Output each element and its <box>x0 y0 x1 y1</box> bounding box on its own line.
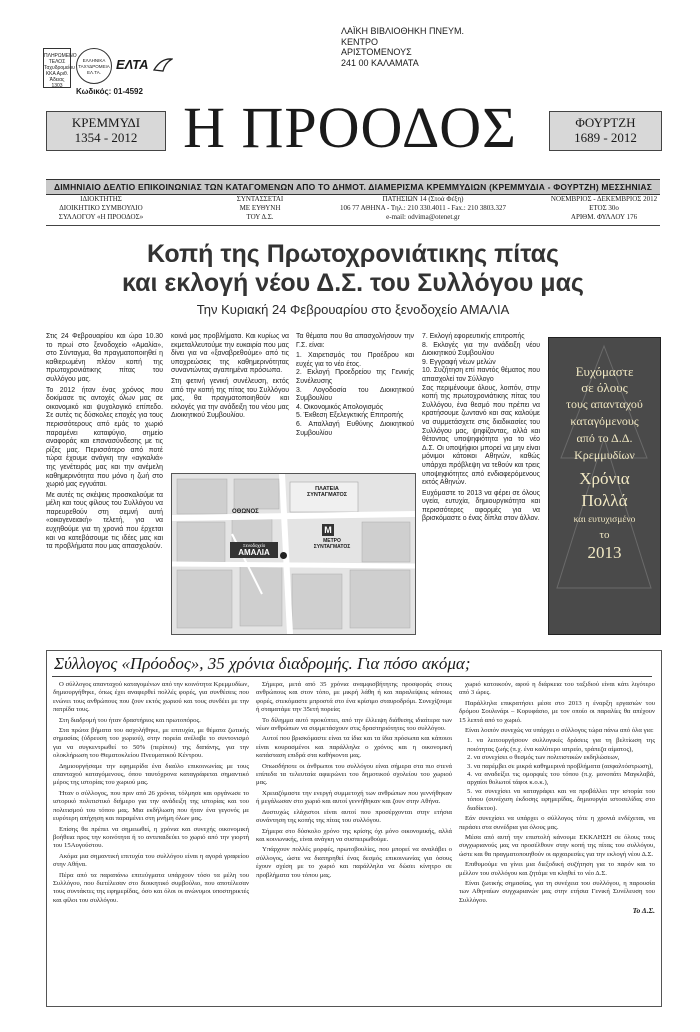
issue-info: ΝΟΕΜΒΡΙΟΣ - ΔΕΚΕΜΒΡΙΟΣ 2012 ΕΤΟΣ 30ο ΑΡΙΘΜ. ΦΥΛΛΟΥ 176 <box>550 195 658 221</box>
article1-col4: 7. Εκλογή εφορευτικής επιτροπής 8. Εκλογές για την ανάδειξη νέου Διοικητικού Συμβουλίου 9. Εγγραφή νέων μελών 10. Συζήτηση επί παντός θέματος που απασχολεί τον Σύλλογο Σας περιμένουμε όλους, λοιπόν, στην κοπή της πρωτοχρονιάτικης πίτας του Συλλόγου, ένα θεσμό που πρέπει να κρατήσουμε ζωντανό και σας καλούμε να συμμετάσχετε στις διαδικασίες του Συλλόγου μας, ψηφίζοντας, αλλά και θέτοντας υποψηφιότητα για το νέο Δ.Σ. Οι υποψήφιοι μπορεί να μην είναι μόνιμοι κάτοικοι Αθηνών, καθώς υπάρχει πρόβλεψη να τεθούν και τρεις υποψηφιότητες από ενδιαφερόμενους εκτός Αθηνών. Ευχόμαστε το 2013 να φέρει σε όλους υγεία, ευτυχία, δημιουργικότητα και περισσότερες αφορμές για να βρισκόμαστε ο ένας δίπλα στον άλλον. <box>422 333 540 523</box>
map-label-square: ΠΛΑΤΕΙΑ ΣΥΝΤΑΓΜΑΤΟΣ <box>306 486 348 498</box>
greeting-box: Ευχόμαστε σε όλους τους απανταχού καταγόμενους από το Δ.Δ. Κρεμμυδίων Χρόνια Πολλά και ευτυχισμένο το 2013 <box>548 337 661 635</box>
hellenic-post-seal-icon: ΕΛΛΗΝΙΚΑ ΤΑΧΥΔΡΟΜΕΙΑ ΕΛ.ΤΑ. <box>76 48 112 84</box>
postal-code: Κωδικός: 01-4592 <box>76 87 143 96</box>
hotel-marker: Ξενοδοχείο ΑΜΑΛΙΑ <box>230 542 278 558</box>
bird-icon <box>153 56 173 74</box>
elta-logo: ΕΛΤΑ <box>116 56 173 74</box>
article2-col3: χωριό κατοικούν, αφού η διάρκεια του ταξιδιού είναι κάτι λιγότερο από 3 ώρες. Παράλληλα επικρατήσει μέσα στο 2013 η έναρξη εργασιών του δρόμου Σουλινάρι – Κορυφάσιο, με τον οποίο οι παραλίες θα απέχουν 15 λεπτά από το χωριό. Είναι λοιπόν συνεχώς να υπάρχει ο σύλλογος τώρα πάνω από όλα για: 1. να λειτουργήσουν συλλογικές δράσεις για τη βελτίωση της ποιότητας ζωής (π.χ. ένα καλύτερο ιατρείο, τράπεζα αίματος), 2. να συνεχίσει ο θεσμός των πολιτιστικών εκδηλώσεων, 3. να παρέμβει σε μικρά καθημερινά προβλήματα (ασφαλτόστρωση), 4. να αναδείξει τις ομορφιές του τόπου (π.χ. μονοπάτι Μαγκλαβά, αρχαίοι θολωτοί τάφοι κ.ο.κ.), 5. να συνεχίσει να καταγράφει και να προβάλλει την ιστορία του τόπου (συνέχιση έκδοσης εφημερίδας, δημιουργία ιστοσελίδας στο διαδίκτυο). Εάν συνεχίσει να υπάρχει ο σύλλογος τότε η χρονιά ενδέχεται, να περάσει στα συνέδρια για όλους μας. Μέσα από αυτή την επιστολή κάνουμε ΕΚΚΛΗΣΗ σε όλους τους συγχωριανούς μας να προσέλθουν στην κοπή της πίτας του συλλόγου, ώστε και θα πραγματοποιηθούν οι αρχαιρεσίες για την εκλογή νέου Δ.Σ. Επιθυμούμε να γίνει μια διεξοδική συζήτηση για το παρόν και το μέλλον του συλλόγου και ζητάμε να κληθεί το νέο Δ.Σ. Είναι ζωτικής σημασίας, για τη συνέχεια του συλλόγου, η παρουσία των Αθηναίων συγχωριανών μας στην ετήσια Γενική Συνέλευση του Συλλόγου. Το Δ.Σ. <box>459 681 655 916</box>
editor-info: ΣΥΝΤΑΣΣΕΤΑΙ ΜΕ ΕΥΘΥΝΗ ΤΟΥ Δ.Σ. <box>236 195 284 221</box>
office-address: ΠΑΤΗΣΙΩΝ 14 (Στοά Φέξη) 106 77 ΑΘΗΝΑ - Τηλ.: 210 330.4011 - Fax.: 210 3803.327 e-mail: odvima@otenet.gr <box>340 195 506 221</box>
map-drawing <box>172 474 415 634</box>
metro-icon: M <box>322 524 334 536</box>
hotel-location-pin-icon <box>280 552 287 559</box>
article1-col3: Τα θέματα που θα απασχολήσουν την Γ.Σ. είναι: 1. Χαιρετισμός του Προέδρου και ευχές για το νέο έτος. 2. Εκλογή Προεδρείου της Γενικής Συνέλευσης 3. Λογοδοσία του Διοικητικού Συμβουλίου 4. Οικονομικός Απολογισμός 5. Έκθεση Εξελεγκτικής Επιτροπής 6. Απαλλαγή Ευθύνης Διοικητικού Συμβουλίου <box>296 333 414 437</box>
postage-paid-stamp: ΠΛΗΡΩΜΕΝΟ ΤΕΛΟΣ Ταχυδρομείου ΚΚΑ Αριθ. Άδειας 1303 <box>43 48 71 88</box>
article1-headline: Κοπή της Πρωτοχρονιάτικης πίτας και εκλογή νέου Δ.Σ. του Συλλόγου μας <box>122 240 584 297</box>
article1-subtitle: Την Κυριακή 24 Φεβρουαρίου στο ξενοδοχείο ΑΜΑΛΙΑ <box>196 302 510 317</box>
article1-col1: Στις 24 Φεβρουαρίου και ώρα 10.30 το πρωί στο ξενοδοχείο «Αμαλία», στο Σύνταγμα, θα πραγματοποιηθεί η καθιερωμένη πλέον κοπή της πρωτοχρονιάτικης πίτας του συλλόγου μας. Το 2012 ήταν ένας χρόνος που δοκίμασε τις αντοχές όλων μας σε οικονομικό και ψυχολογικό επίπεδο. Σε αυτές τις δύσκολες εποχές για τους περισσότερους από εμάς το χωριό παραμένει καταφύγιο, σημείο αναφοράς και επανασύνδεσης με τις ρίζες μας. Περισσότερο από ποτέ τώρα έχουμε ανάγκη την «αγκαλιά» της γενέτειράς μας και την ανέμελη καθημερινότητα που μόνο η ζωή στο χωριό μας εγγυάται. Με αυτές τις σκέψεις προσκαλούμε τα μέλη και τους φίλους του Συλλόγου να παρευρεθούν στη σεμνή αυτή «οικογενειακή» τελετή, για να ευχηθούμε για τη χρονιά που έρχεται και να κατεβάσουμε τις ιδέες μας και τα προβλήματα που μας απασχολούν. <box>46 333 163 551</box>
map-label-metro: ΜΕΤΡΟ ΣΥΝΤΑΓΜΑΤΟΣ <box>313 538 351 550</box>
article2-col2: Σήμερα, μετά από 35 χρόνια αναμφισβήτητης προσφοράς στους ανθρώπους και στον τόπο, με μικρή λάθη ή και παραλείψεις κάποιες φορές, στεκόμαστε μπροστά στο ένα κρίσιμο σταυροδρόμι. Συνεχίζουμε ή σταματάμε την 35ετή πορεία; Το δίλημμα αυτό προκύπτει, από την έλλειψη διάθεσης ιδιαίτερα των νέων ανθρώπων να συμμετάσχουν στις δραστηριότητες του συλλόγου. Αυτοί που βρισκόμαστε είναι τα ίδια και τα ίδια πρόσωπα και κάποιοι είναι κουρασμένοι και παράλληλα ο χρόνος και η οικονομική κατάσταση επιδρά στα καθήκοντα μας. Οπωσδήποτε οι άνθρωποι του συλλόγου είναι σήμερα στα πιο στενά επίπεδα τα τελευταία αφιερώνει του δημοτικού σχολείου του χωριού μας. Χρειαζόμαστε την ενεργή συμμετοχή των ανθρώπων που γεννήθηκαν ή μεγάλωσαν στο χωριό και αυτοί γεννήθηκαν και ζουν στην Αθήνα. Δυστυχώς ελάχιστοι είναι αυτοί που προσέρχονται στην ετήσια συνάντηση της κοπής της πίτας του συλλόγου. Σήμερα στο δύσκολο χρόνο της κρίσης όχι μόνο οικονομικής, αλλά και κοινωνικής, είναι ανάγκη να συσπειρωθούμε. Υπάρχουν πολλές μορφές, πρωτοβουλίες, που μπορεί να αναλάβει ο σύλλογος, ώστε να διατηρηθεί ένας δεσμός επικοινωνίας για όσους έχουν σχέση με το χωριό και παράλληλα να δώσει κίνητρο σε προβλήματα του τόπου μας. <box>256 681 452 879</box>
kremmydi-box: ΚΡΕΜΜΥΔΙ 1354 - 2012 <box>46 111 166 151</box>
location-map <box>171 473 416 635</box>
signature: Το Δ.Σ. <box>632 906 655 916</box>
article2-col1: Ο σύλλογος απανταχού καταγομένων από την κοινότητα Κρεμμυδίων, δημιουργήθηκε, όπως έχει αναφερθεί πολλές φορές, για συνθέσεις που ενώνει τους ανθρώπους που ζουν εκτός χωριού και τους συνδέει με την πατρίδα τους. Στη διαδρομή του ήταν δραστήριος και πρωτοπόρος. Στα πρώτα βήματα του ασχολήθηκε, με επιτυχία, με θέματα ζωτικής σημασίας (ύδρευση του χωριού), στην πορεία ανέλαβε το συντονισμό για να συγκεντρωθεί το 50% (περίπου) της δαπάνης, για την ολοκλήρωση του Θεματοκλείου Πνευματικού Κέντρου. Δημιουργήσαμε την εφημερίδα ένα διαύλο επικοινωνίας με τους απανταχού καταγόμενους, όπου ταυτόχρονα καταγράφεται σημαντικό μέρος της ιστορίας του χωριού μας. Ήταν ο σύλλογος, που πριν από 26 χρόνια, τόλμησε και οργάνωσε το ιστορικό πολιτιστικό διήμερο για την ανάδειξη της ιστορίας και του πολιτισμού του τόπου μας. Μια εκδήλωση που ήταν ένα γεγονός με ευρύτερη απήχηση και παραμένει στη μνήμη όλων μας. Επίσης θα πρέπει να σημειωθεί, η χρόνια και συνεχής οικονομική βοήθεια προς την κοινότητα ή το αντιπαιδεύει το χωριό από την γιορτή του 15Αυγούστου. Ακόμα μια σημαντική επιτυχία του συλλόγου είναι η αγορά γραφείου στην Αθήνα. Πέρα από τα παραπάνω επιτεύγματα υπάρχουν τόσο τα μέλη του Συλλόγου, που διετέλεσαν στο διοικητικό συμβούλιο, που αποτέλεσαν τους συντάκτες της εφημερίδας, όσο και όλοι οι ανώνυμοι υποστηρικτές και φίλοι του συλλόγου. <box>53 681 249 904</box>
map-label-othonos: ΟΘΩΝΟΣ <box>232 509 259 515</box>
owner-info: ΙΔΙΟΚΤΗΤΗΣ ΔΙΟΙΚΗΤΙΚΟ ΣΥΜΒΟΥΛΙΟ ΣΥΛΛΟΓΟΥ «Η ΠΡΟΟΔΟΣ» <box>58 195 144 221</box>
fourtzi-box: ΦΟΥΡΤΖΗ 1689 - 2012 <box>549 111 662 151</box>
recipient-address: ΛΑΪΚΗ ΒΙΒΛΙΟΘΗΚΗ ΠΝΕΥΜ. ΚΕΝΤΡΟ ΑΡΙΣΤΟΜΕΝΟΥΣ 241 00 ΚΑΛΑΜΑΤΑ <box>341 26 465 68</box>
article2-title: Σύλλογος «Πρόοδος», 35 χρόνια διαδρομής. Για πόσο ακόμα; <box>54 654 471 673</box>
masthead-bar: ΔΙΜΗΝΙΑΙΟ ΔΕΛΤΙΟ ΕΠΙΚΟΙΝΩΝΙΑΣ ΤΩΝ ΚΑΤΑΓΟΜΕΝΩΝ ΑΠΟ ΤΟ ΔΗΜΟΤ. ΔΙΑΜΕΡΙΣΜΑ ΚΡΕΜΜΥΔΙΩΝ (ΚΡΕΜΜΥΔΙΑ - ΦΟΥΡΤΖΗ) ΜΕΣΣΗΝΙΑΣ <box>46 179 660 195</box>
article1-col2: κοινά μας προβλήματα. Και κυρίως να εκμεταλλευτούμε την ευκαιρία που μας δίνει για να «ξαναβρεθούμε» από τις υποχρεώσεις της καθημερινότητας συναντώντας αγαπημένα πρόσωπα. Στη φετινή γενική συνέλευση, εκτός από την κοπή της πίτας του Συλλόγου μας, θα πραγματοποιηθούν και εκλογές για την ανάδειξη του νέου μας Διοικητικού Συμβουλίου. <box>171 333 289 420</box>
newspaper-title: Η ΠΡΟΟΔΟΣ <box>183 95 517 160</box>
